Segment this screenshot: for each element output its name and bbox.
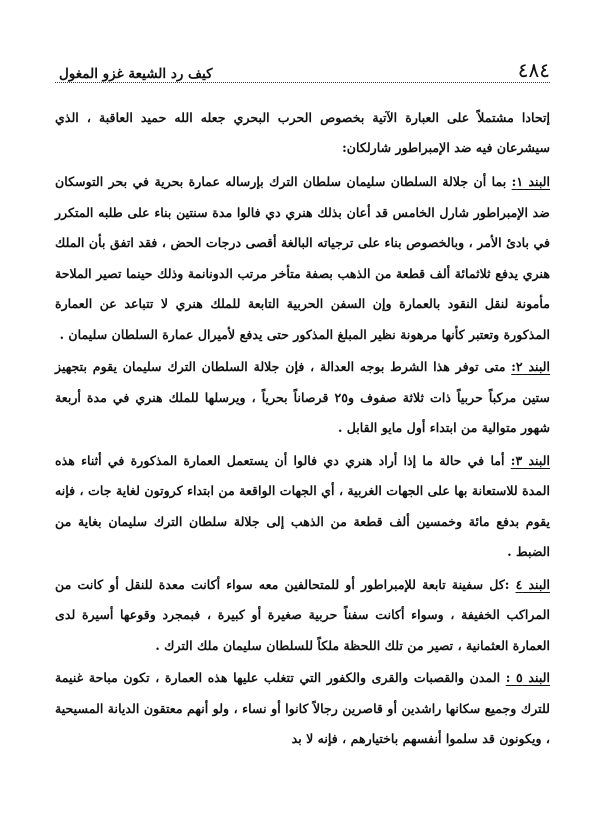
clause-text: متى توفر هذا الشرط بوجه العدالة ، فإن جلالة السلطان الترك سليمان يقوم بتجهيز ستين مركباً حربياً ذات ثلاثة صفوف و٢٥ قرصاناً بحرياً ، ويرسلها للملك هنري في مدة أربعة شهور متوالية من ابتداء أول مايو القابل . xyxy=(55,359,550,435)
page-header xyxy=(55,56,550,83)
clause-label: البند ١: xyxy=(511,174,550,189)
book-page xyxy=(55,56,550,757)
clause-paragraph xyxy=(55,352,550,444)
clause-label: البند ٥ : xyxy=(505,670,550,685)
clause-label: البند ٢: xyxy=(511,359,550,374)
clause-paragraph xyxy=(55,446,550,568)
clause-paragraph xyxy=(55,570,550,662)
clause-text: بما أن جلالة السلطان سليمان سلطان الترك بإرساله عمارة بحرية في بحر التوسكان ضد الإمبراطور شارل الخامس قد أعان بذلك هنري دي فالوا مدة سنتين بناء على طلبه المتكرر في بادئ الأمر ، وبالخصوص بناء على ترجياته البالغة أقصى درجات الحض ، فقد اتفق بأن الملك هنري يدفع ثلاثمائة ألف قطعة من الذهب بصفة متأخر مرتب الدونانمة وذلك حينما تصير الملاحة مأمونة لنقل النقود بالعمارة وإن السفن الحربية التابعة للملك هنري لا تتباعد عن العمارة المذكورة وتعتبر كأنها مرهونة نظير المبلغ المذكور حتى يدفع لأميرال عمارة السلطان سليمان . xyxy=(55,174,550,342)
clause-paragraph xyxy=(55,167,550,350)
clause-label: البند ٣: xyxy=(510,452,550,468)
page-body xyxy=(55,103,550,755)
clause-label: البند ٤ xyxy=(515,576,550,592)
clause-text: أما في حالة ما إذا أراد هنري دي فالوا أن يستعمل العمارة المذكورة في أثناء هذه المدة للاستعانة بها على الجهات الغربية ، أي الجهات الواقعة من ابتداء كروتون لغاية جات ، فإنه يقوم بدفع مائة وخمسين ألف قطعة من الذهب إلى جلالة سلطان الترك سليمان بغاية من الضبط . xyxy=(55,452,550,559)
intro-paragraph: إتحادا مشتملاً على العبارة الآتية بخصوص الحرب البحري جعله الله حميد العاقبة ، الذي سيشرعان فيه ضد الإمبراطور شارلكان: xyxy=(55,110,550,155)
clause-paragraph xyxy=(55,663,550,755)
clause-text: المدن والقصبات والقرى والكفور التي تتغلب عليها هذه العمارة ، تكون مباحة غنيمة للترك وجميع سكانها راشدين أو قاصرين رجالاً كانوا أو نساء ، ولو أنهم معتقون الديانة المسيحية ، ويكونون قد سلموا أنفسهم باختيارهم ، فإنه لا بد xyxy=(55,670,550,746)
clause-text: :كل سفينة تابعة للإمبراطور أو للمتحالفين معه سواء أكانت معدة للنقل أو كانت من المراكب الخفيفة ، وسواء أكانت سفناً حربية صغيرة أو كبيرة ، فبمجرد وقوعها أسيرة لدى العمارة العثمانية ، تصير من تلك اللحظة ملكاً للسلطان سليمان ملك الترك . xyxy=(55,576,550,653)
running-title: كيف رد الشيعة غزو المغول xyxy=(59,66,213,82)
page-number: ٤٨٤ xyxy=(517,58,550,82)
